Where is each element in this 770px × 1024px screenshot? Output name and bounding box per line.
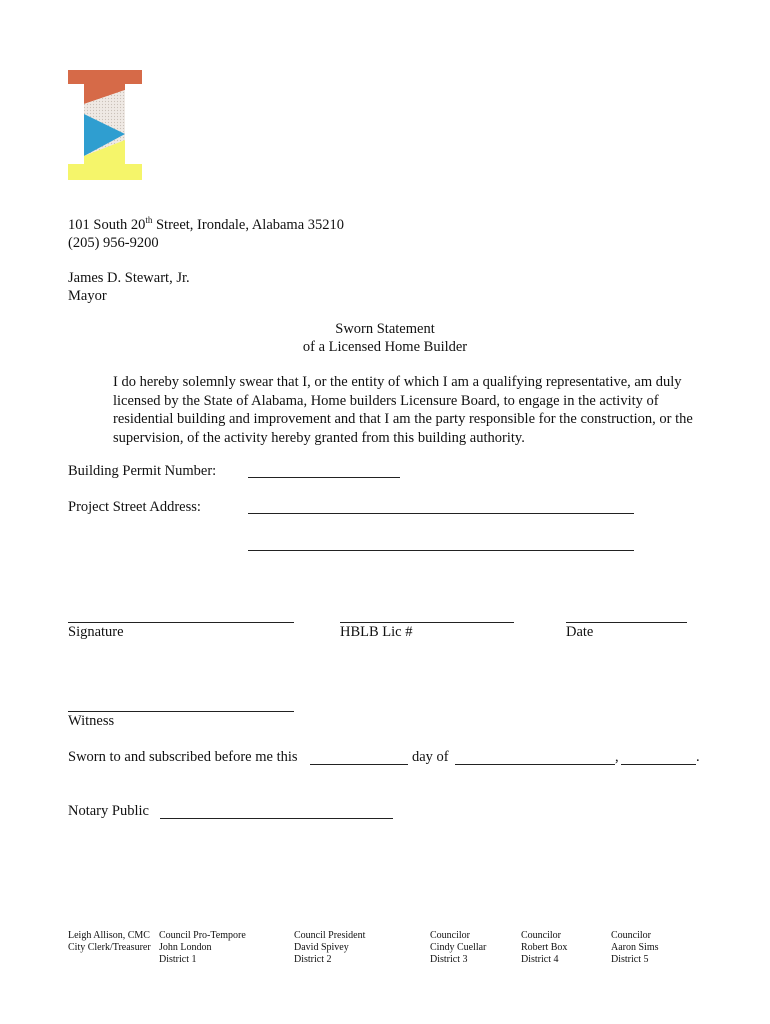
footer-official-district-5: Councilor Aaron Sims District 5: [611, 930, 659, 965]
notary-line[interactable]: [160, 818, 393, 819]
city-phone: (205) 956-9200: [68, 235, 159, 251]
sworn-month-line[interactable]: [455, 764, 615, 765]
sworn-day-line[interactable]: [310, 764, 408, 765]
city-address: 101 South 20th Street, Irondale, Alabama 35210: [68, 215, 345, 233]
mayor-name: James D. Stewart, Jr.: [68, 270, 190, 286]
footer-official-district-4: Councilor Robert Box District 4: [521, 930, 568, 965]
mayor-title: Mayor: [68, 288, 107, 304]
sworn-comma: ,: [615, 749, 619, 765]
footer-official-president: Council President David Spivey District 2: [294, 930, 366, 965]
permit-number-line[interactable]: [248, 477, 400, 478]
footer-official-clerk: Leigh Allison, CMC City Clerk/Treasurer: [68, 930, 151, 953]
irondale-logo: [68, 70, 142, 180]
footer-official-district-3: Councilor Cindy Cuellar District 3: [430, 930, 487, 965]
project-address-label: Project Street Address:: [68, 499, 201, 515]
license-number-label: HBLB Lic #: [340, 624, 413, 640]
footer-official-pro-tempore: Council Pro-Tempore John London District 1: [159, 930, 246, 965]
sworn-prefix: Sworn to and subscribed before me this: [68, 749, 298, 765]
document-title-line2: of a Licensed Home Builder: [302, 339, 468, 355]
sworn-day-of-label: day of: [412, 749, 449, 765]
sworn-statement-text: I do hereby solemnly swear that I, or the entity of which I am a qualifying representative, am duly licensed by the State of Alabama, Home builders Licensure Board, to engage in the activity of residential building and improvement and that I am the party responsible for the construction, or the supervision, of the activity hereby granted from this building authority.: [113, 374, 693, 446]
sworn-year-line[interactable]: [621, 764, 696, 765]
witness-label: Witness: [68, 713, 115, 729]
notary-label: Notary Public: [68, 803, 149, 819]
date-label: Date: [566, 624, 594, 640]
project-address-line-1[interactable]: [248, 513, 634, 514]
signature-label: Signature: [68, 624, 124, 640]
document-title-line1: Sworn Statement: [335, 321, 435, 337]
permit-number-label: Building Permit Number:: [68, 463, 217, 479]
sworn-period: .: [696, 749, 700, 765]
project-address-line-2[interactable]: [248, 550, 634, 551]
